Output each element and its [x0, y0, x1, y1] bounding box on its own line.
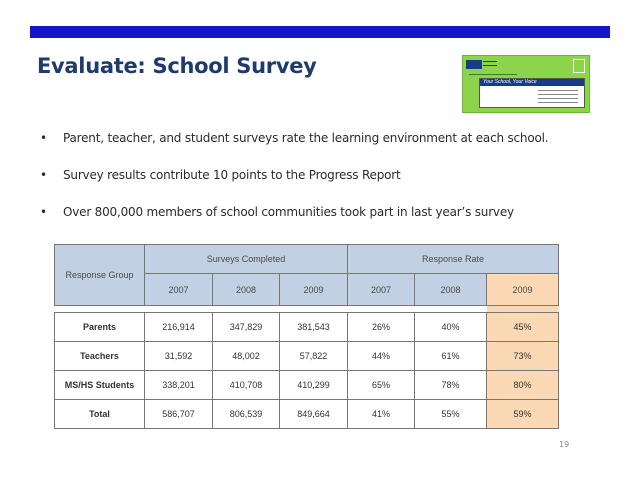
table-cell: 78%: [415, 371, 487, 400]
row-label: MS/HS Students: [55, 371, 145, 400]
page-number: 19: [559, 440, 570, 449]
table-cell: 44%: [348, 342, 415, 371]
row-label: Parents: [55, 313, 145, 342]
header-response-group: Response Group: [55, 245, 145, 306]
table-cell: 410,708: [213, 371, 280, 400]
form-text-line: [538, 102, 578, 103]
table-cell: 48,002: [213, 342, 280, 371]
bullet-text: Survey results contribute 10 points to the Progress Report: [63, 168, 401, 182]
table-row: [55, 342, 559, 371]
header-year: 2009: [280, 274, 348, 306]
top-accent-bar: [30, 26, 610, 38]
survey-form-panel: [479, 78, 585, 108]
table-cell: 26%: [348, 313, 415, 342]
table-cell: 40%: [415, 313, 487, 342]
form-text-line: [538, 98, 578, 99]
header-response-rate: Response Rate: [348, 245, 559, 274]
logo-text-lines: [483, 61, 497, 66]
bullet-list: [40, 131, 600, 242]
table-cell: 61%: [415, 342, 487, 371]
table-row: [55, 371, 559, 400]
table-cell-highlight: 73%: [487, 342, 559, 371]
bullet-text: Over 800,000 members of school communities took part in last year’s survey: [63, 205, 514, 219]
row-label: Total: [55, 400, 145, 429]
header-year: 2008: [213, 274, 280, 306]
table-cell: 338,201: [145, 371, 213, 400]
header-year: 2007: [348, 274, 415, 306]
survey-results-table: [54, 244, 559, 429]
table-cell: 586,707: [145, 400, 213, 429]
slide-title: Evaluate: School Survey: [37, 54, 317, 78]
table-cell: 57,822: [280, 342, 348, 371]
address-line: [469, 74, 517, 75]
table-cell-highlight: 59%: [487, 400, 559, 429]
bullet-dot-icon: •: [40, 131, 47, 145]
bullet-item: [40, 205, 600, 242]
table-cell: 806,539: [213, 400, 280, 429]
table-cell: 216,914: [145, 313, 213, 342]
table-cell: 65%: [348, 371, 415, 400]
postage-stamp-icon: [573, 59, 585, 73]
table-cell: 849,664: [280, 400, 348, 429]
bullet-item: [40, 131, 600, 168]
header-year: 2007: [145, 274, 213, 306]
header-surveys-completed: Surveys Completed: [145, 245, 348, 274]
table-cell: 41%: [348, 400, 415, 429]
header-year-highlight: 2009: [487, 274, 559, 306]
form-text-line: [538, 90, 578, 91]
bullet-dot-icon: •: [40, 168, 47, 182]
row-label: Teachers: [55, 342, 145, 371]
survey-form-thumbnail: [462, 55, 590, 113]
table-row: [55, 313, 559, 342]
table-spacer-row: [55, 306, 559, 313]
bullet-item: [40, 168, 600, 205]
form-text-line: [538, 94, 578, 95]
header-year: 2008: [415, 274, 487, 306]
table-cell: 31,592: [145, 342, 213, 371]
table-cell: 55%: [415, 400, 487, 429]
table-cell: 347,829: [213, 313, 280, 342]
table-row-total: [55, 400, 559, 429]
table-cell-highlight: 80%: [487, 371, 559, 400]
survey-form-banner: Your School, Your Voice: [480, 79, 584, 86]
table-cell-highlight: 45%: [487, 313, 559, 342]
nyc-logo-icon: [466, 60, 482, 69]
table-cell: 410,299: [280, 371, 348, 400]
table-cell: 381,543: [280, 313, 348, 342]
bullet-text: Parent, teacher, and student surveys rate the learning environment at each school.: [63, 131, 549, 145]
bullet-dot-icon: •: [40, 205, 47, 219]
